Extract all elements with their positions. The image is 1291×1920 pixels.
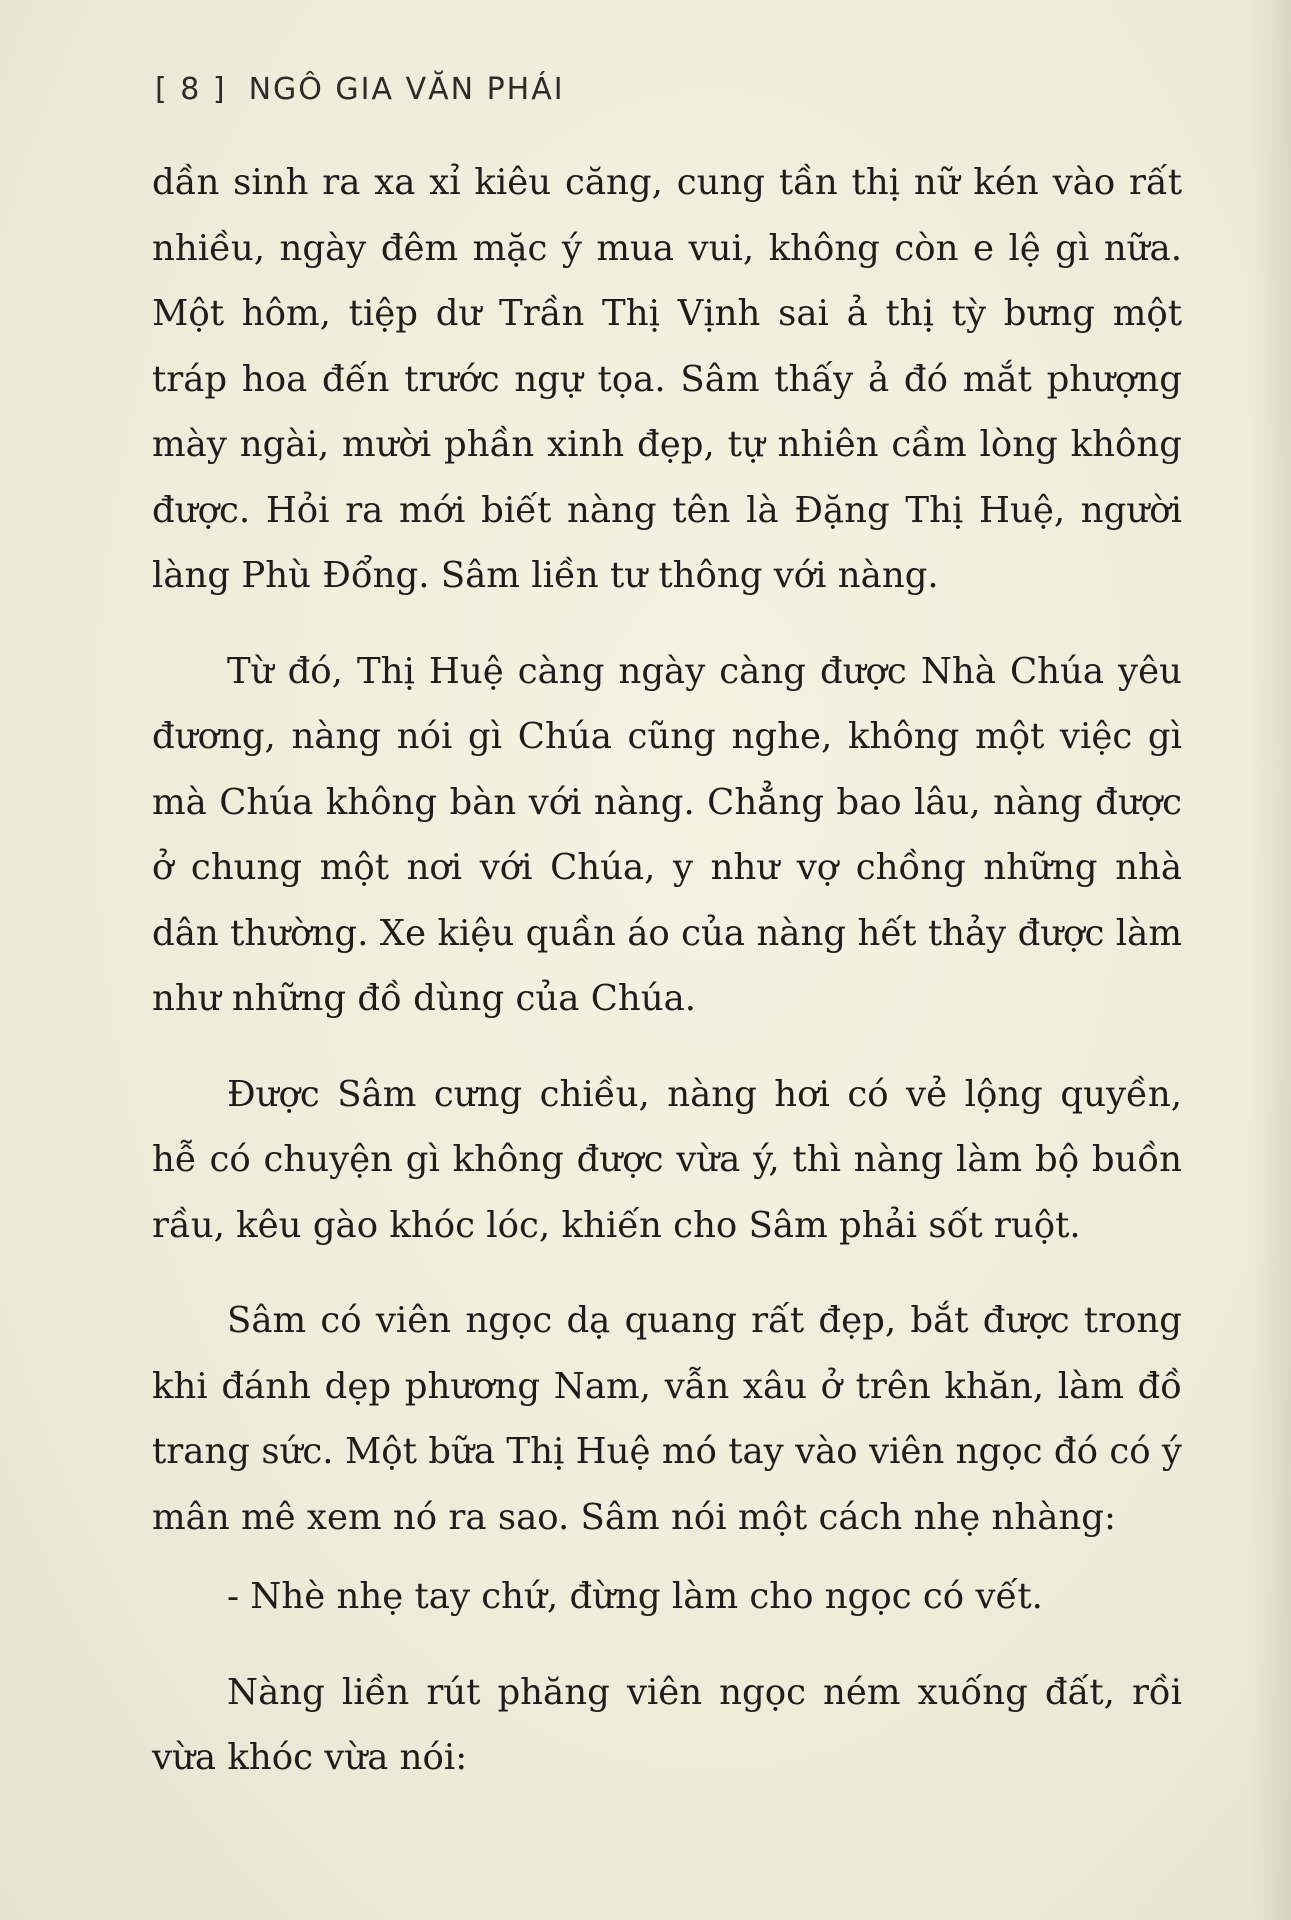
book-title: NGÔ GIA VĂN PHÁI <box>248 72 565 107</box>
page-edge-shadow <box>1251 0 1291 1920</box>
paragraph-abuse-of-power: Được Sâm cưng chiều, nàng hơi có vẻ lộng quyền, hễ có chuyện gì không được vừa ý, thì nàng làm bộ buồn rầu, kêu gào khóc lóc, khiến cho Sâm phải sốt ruột. <box>152 1073 1182 1246</box>
body-text <box>152 150 1182 1821</box>
page-number: [ 8 ] <box>155 72 227 107</box>
paragraph-thi-hue-favored: Từ đó, Thị Huệ càng ngày càng được Nhà Chúa yêu đương, nàng nói gì Chúa cũng nghe, không một việc gì mà Chúa không bàn với nàng. Chẳng bao lâu, nàng được ở chung một nơi với Chúa, y như vợ chồng những nhà dân thường. Xe kiệu quần áo của nàng hết thảy được làm như những đồ dùng của Chúa. <box>152 650 1182 1019</box>
dialogue-line: - Nhè nhẹ tay chứ, đừng làm cho ngọc có vết. <box>227 1576 1043 1617</box>
paragraph-continuation: dần sinh ra xa xỉ kiêu căng, cung tần thị nữ kén vào rất nhiều, ngày đêm mặc ý mua vui, không còn e lệ gì nữa. Một hôm, tiệp dư Trần Thị Vịnh sai ả thị tỳ bưng một tráp hoa đến trước ngự tọa. Sâm thấy ả đó mắt phượng mày ngài, mười phần xinh đẹp, tự nhiên cầm lòng không được. Hỏi ra mới biết nàng tên là Đặng Thị Huệ, người làng Phù Đổng. Sâm liền tư thông với nàng. <box>152 162 1182 596</box>
paragraph-throws-pearl: Nàng liền rút phăng viên ngọc ném xuống đất, rồi vừa khóc vừa nói: <box>152 1671 1182 1778</box>
paragraph-pearl: Sâm có viên ngọc dạ quang rất đẹp, bắt được trong khi đánh dẹp phương Nam, vẫn xâu ở trên khăn, làm đồ trang sức. Một bữa Thị Huệ mó tay vào viên ngọc đó có ý mân mê xem nó ra sao. Sâm nói một cách nhẹ nhàng: <box>152 1300 1182 1538</box>
running-header <box>155 72 565 107</box>
